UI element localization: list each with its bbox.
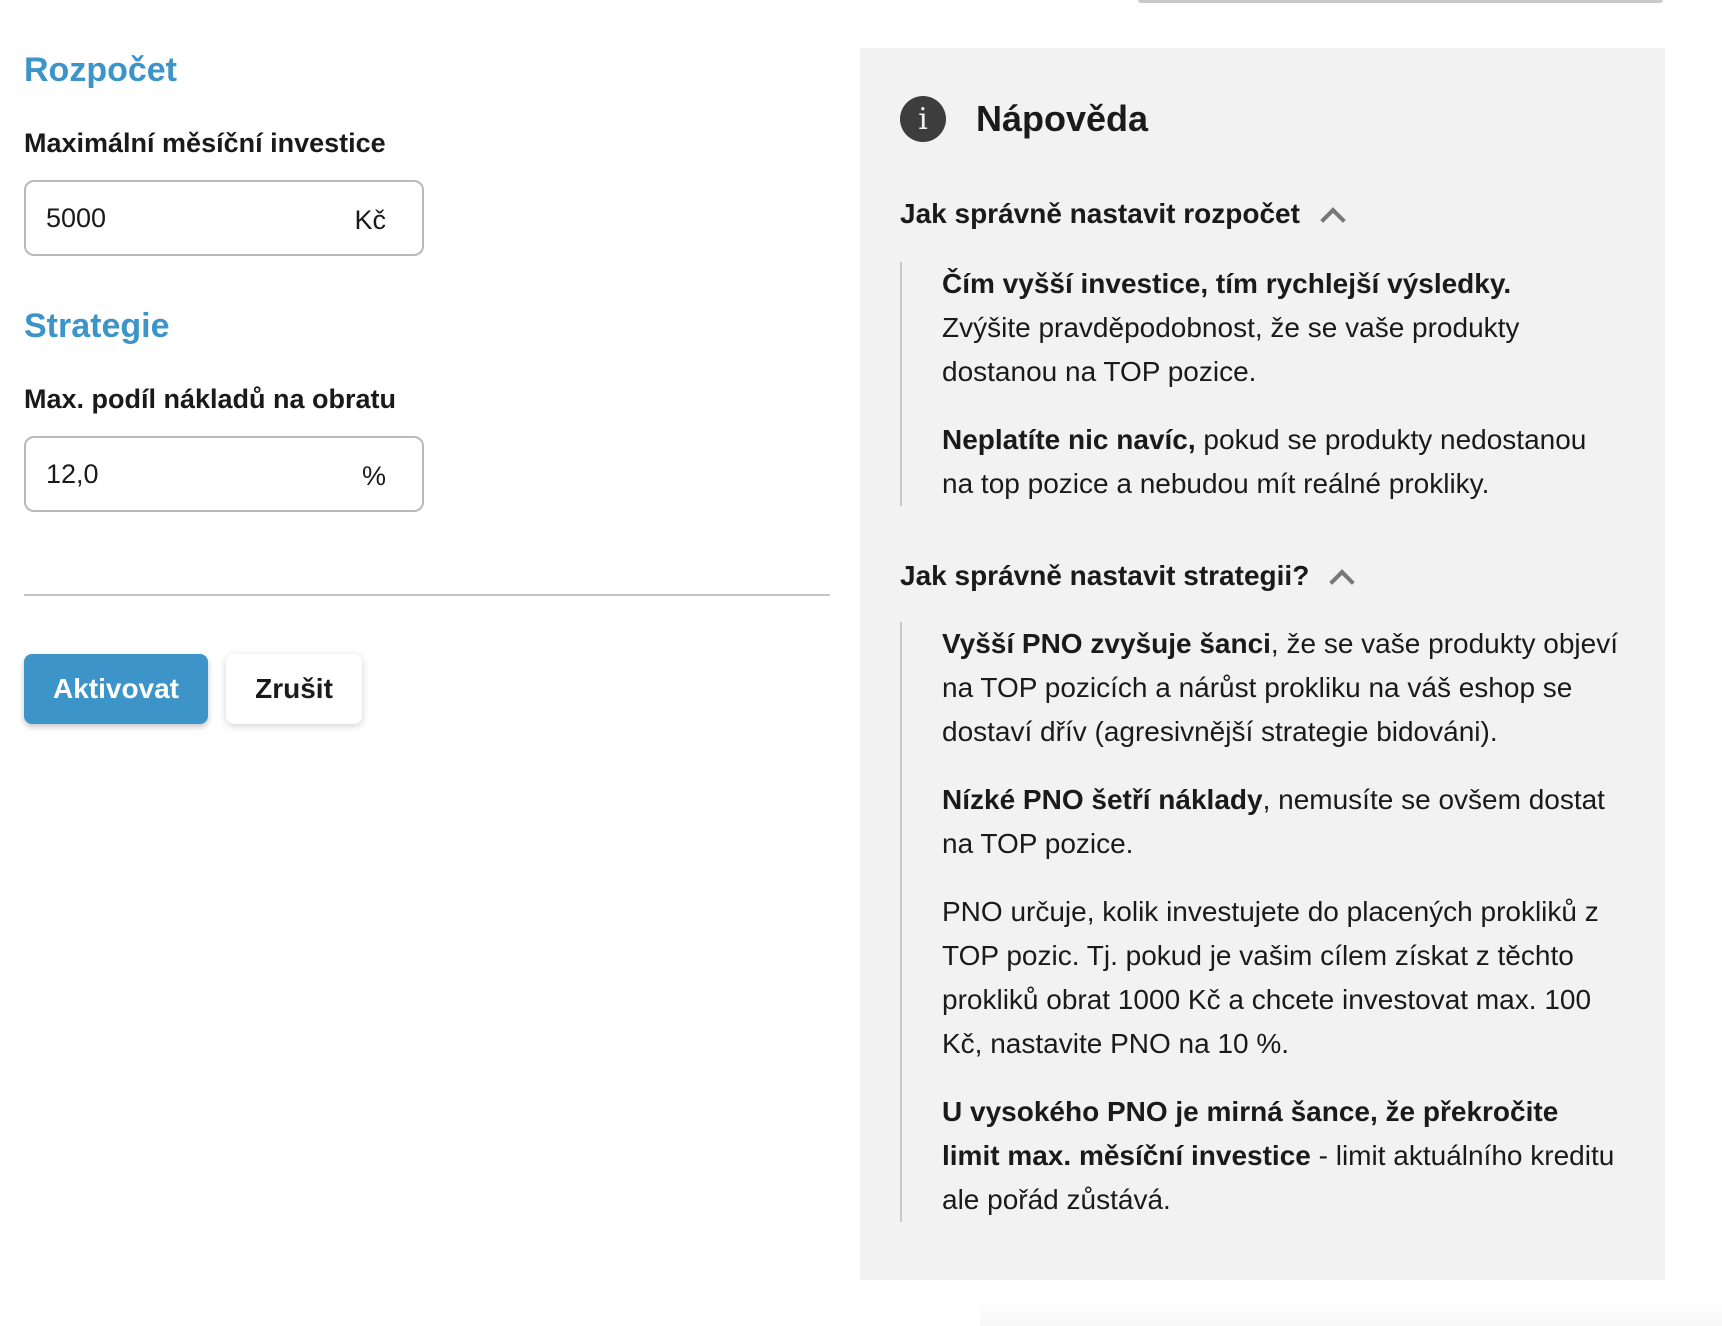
faq-paragraph [942,418,1622,506]
chevron-up-icon[interactable] [1320,207,1345,232]
form-divider [24,594,830,596]
max-cost-share-field[interactable] [24,436,424,512]
max-monthly-investment-label: Maximální měsíční investice [24,128,386,158]
faq-bold-text: Čím vyšší investice, tím rychlejší výsledky. [942,268,1512,299]
faq-text: , že se vaše produkty objeví na TOP pozicích a nárůst prokliku na váš eshop se dostaví dřív (agresivnější strategie bidováni). [942,628,1618,747]
max-monthly-investment-field[interactable] [24,180,424,256]
faq-bold-text: Neplatíte nic navíc, [942,424,1196,455]
faq-paragraph [942,778,1622,866]
max-cost-share-input[interactable] [46,438,326,510]
currency-unit: Kč [354,205,386,235]
info-icon: i [900,96,946,142]
max-cost-share-label: Max. podíl nákladů na obratu [24,384,397,414]
faq-paragraph [942,1090,1622,1222]
faq-answer-budget [900,262,1622,506]
top-panel-edge [1138,0,1663,3]
faq-bold-text: Nízké PNO šetří náklady [942,784,1263,815]
percent-unit: % [361,461,386,491]
faq-answer-strategy [900,622,1622,1222]
faq-question-label: Jak správně nastavit rozpočet [900,198,1300,229]
faq-text: - limit aktuálního kreditu ale pořád zůstává. [942,1140,1615,1215]
bottom-shadow [980,1300,1722,1326]
faq-paragraph [942,622,1622,754]
faq-text: pokud se produkty nedostanou na top pozice a nebudou mít reálné prokliky. [942,424,1587,499]
faq-paragraph: PNO určuje, kolik investujete do placených prokliků z TOP pozic. Tj. pokud je vašim cílem získat z těchto prokliků obrat 1000 Kč a chcete investovat max. 100 Kč, nastavite PNO na 10 %. [942,896,1599,1059]
faq-text: Zvýšite pravděpodobnost, že se vaše produkty dostanou na TOP pozice. [942,312,1520,387]
faq-question-strategy[interactable] [900,556,1351,596]
max-monthly-investment-input[interactable] [46,182,326,254]
help-panel [860,48,1665,1280]
faq-bold-text: U vysokého PNO je mirná šance, že překročite limit max. měsíční investice [942,1096,1559,1171]
activate-button[interactable]: Aktivovat [24,654,208,724]
faq-question-label: Jak správně nastavit strategii? [900,560,1310,591]
settings-form [24,40,830,512]
faq-bold-text: Vyšší PNO zvyšuje šanci [942,628,1271,659]
faq-question-budget[interactable] [900,194,1342,234]
strategy-section-title: Strategie [24,307,170,345]
budget-section-title: Rozpočet [24,51,177,89]
help-title: Nápověda [976,98,1149,139]
faq-text: , nemusíte se ovšem dostat na TOP pozice. [942,784,1605,859]
cancel-button[interactable]: Zrušit [226,654,362,724]
chevron-up-icon[interactable] [1330,569,1355,594]
help-header [900,96,1148,142]
faq-paragraph [942,262,1622,394]
